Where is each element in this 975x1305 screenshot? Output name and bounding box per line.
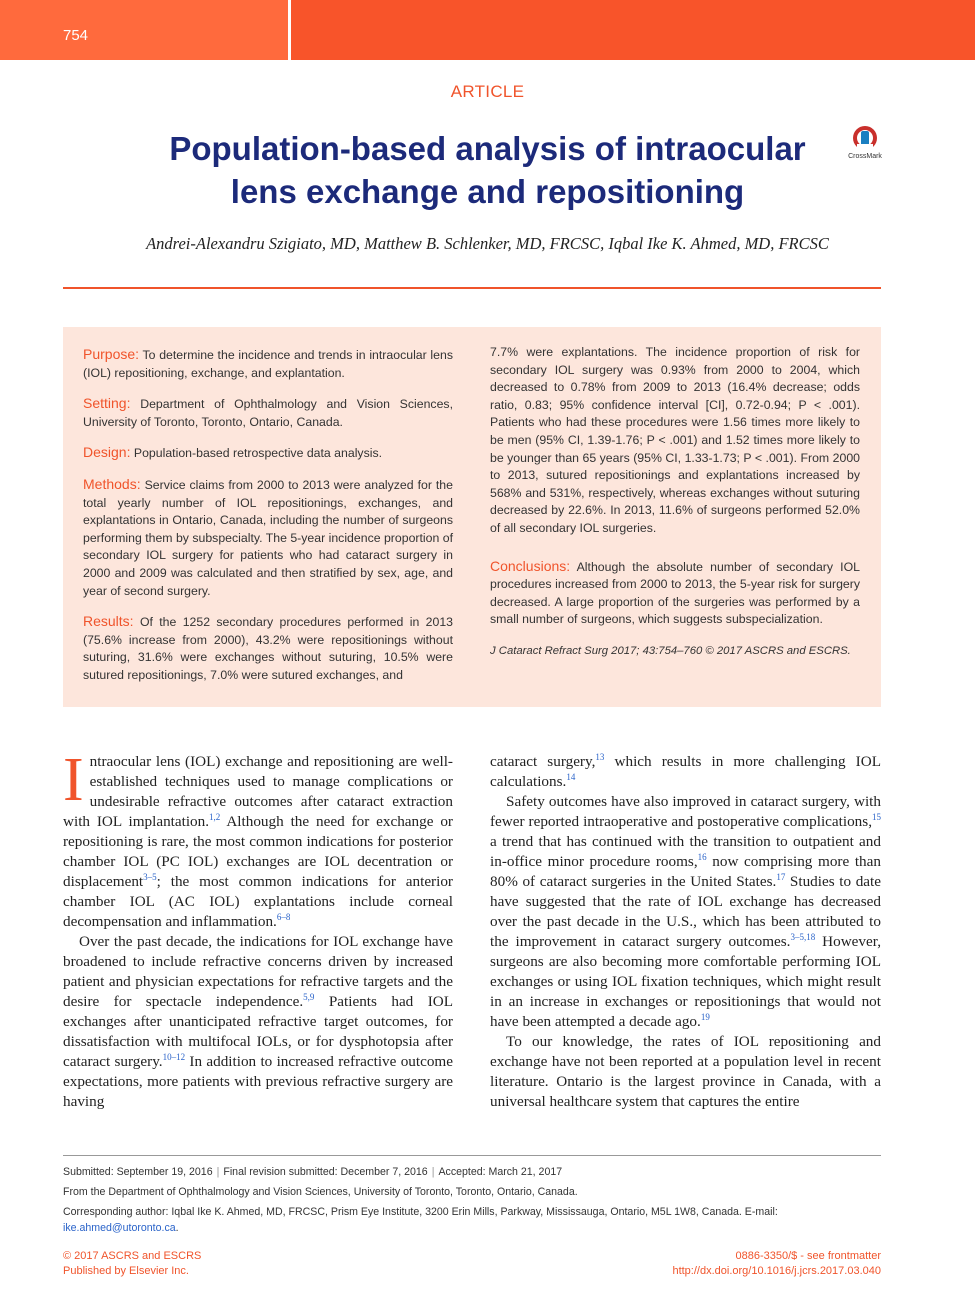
conclusions-heading: Conclusions: (490, 557, 571, 574)
citation-link[interactable]: 5,9 (303, 991, 315, 1002)
citation-link[interactable]: 10–12 (162, 1051, 186, 1062)
results-heading: Results: (83, 613, 134, 630)
publisher-text: Published by Elsevier Inc. (63, 1265, 189, 1277)
body-paragraph-2 (63, 932, 453, 1112)
citation-link[interactable]: 13 (595, 751, 605, 762)
body-text: Safety outcomes have also improved in cataract surgery, with fewer reported intraoperative and postoperative complications, (490, 793, 881, 830)
section-label: ARTICLE (450, 82, 525, 101)
body-text: a trend that has continued with the transition to outpatient and in-office minor procedure rooms, (490, 833, 881, 870)
doi-link[interactable]: http://dx.doi.org/10.1016/j.jcrs.2017.03.040 (672, 1265, 881, 1277)
header-bar (0, 0, 975, 60)
drop-cap: I (63, 746, 84, 814)
citation-link[interactable]: 3–5 (143, 871, 157, 882)
citation-link[interactable]: 3–5,18 (790, 931, 816, 942)
body-text: In addition to increased refractive outcome expectations, more patients with previous refractive surgery are having (63, 1053, 453, 1110)
abstract-methods (83, 476, 453, 600)
body-text: Although the need for exchange or repositioning is rare, the most common indications for posterior chamber IOL (PC IOL) exchanges are IOL decentration or displacement (63, 813, 453, 890)
body-text: Studies to date have suggested that the rate of IOL exchange has decreased over the past decade in the U.S., which has been attributed to the improvement in cataract surgery outcomes. (490, 873, 881, 950)
correspondence-text: Corresponding author: Iqbal Ike K. Ahmed, MD, FRCSC, Prism Eye Institute, 3200 Erin Mills, Parkway, Mississauga, Ontario, M5L 1W8, Canada. E-mail: (63, 1206, 778, 1218)
setting-text: Department of Ophthalmology and Vision Sciences, University of Toronto, Toronto, Ontario, Canada. (83, 397, 453, 429)
header-bar-left (0, 0, 288, 60)
results-text-part2: 7.7% were explantations. The incidence proportion of risk for secondary IOL surgery was 0.93% from 2000 to 2004, which decreased to 0.78% from 2009 to 2013 (16.4% decrease; odds ratio, 0.83; 95% confidence interval [CI], 0.72-0.94; P < .001). Patients who had these procedures were 1.56 times more likely to be men (95% CI, 1.39-1.76; P < .001) and 1.52 times more likely to be younger than 65 years (95% CI, 1.33-1.73; P < .001). From 2000 to 2013, sutured repositionings and explantations increased by 568% and 531%, respectively, whereas exchanges without suturing decreased by 22.6%. In 2013, 11.6% of surgeons performed 52.0% of all secondary IOL surgeries. (490, 345, 860, 535)
issn-text: 0886-3350/$ - see frontmatter (735, 1250, 881, 1262)
abstract-results (83, 613, 453, 684)
body-paragraph-3 (490, 752, 881, 792)
abstract-setting (83, 395, 453, 431)
design-heading: Design: (83, 444, 131, 461)
email-link[interactable]: ike.ahmed@utoronto.ca (63, 1222, 176, 1234)
body-text: Over the past decade, the indications for IOL exchange have broadened to include refractive concerns driven by increased patient and physician expectations for refractive targets and the desire for spectacle independence. (63, 933, 453, 1010)
results-text-part1: Of the 1252 secondary procedures performed in 2013 (75.6% increase from 2000), 43.2% were repositionings without suturing, 31.6% were exchanges without suturing, 10.5% were sutured repositionings, 7.0% were sutured exchanges, and (83, 615, 454, 682)
abstract-box (63, 327, 881, 707)
conclusions-text: Although the absolute number of secondary IOL procedures increased from 2000 to 2013, the 5-year risk for surgery decreased. A large proportion of the surgeries was performed by a small number of surgeons, which suggests subspecialization. (490, 559, 860, 627)
correspondence-end: . (175, 1222, 179, 1234)
purpose-heading: Purpose: (83, 346, 140, 362)
abstract-purpose (83, 346, 453, 382)
copyright-block (63, 1249, 201, 1279)
body-paragraph-1 (63, 746, 453, 932)
body-paragraph-5: To our knowledge, the rates of IOL repositioning and exchange have not been reported at a population level in recent literature. Ontario is the largest province in Canada, with a universal healthcare system that captures the entire (490, 1033, 881, 1110)
copyright-text: © 2017 ASCRS and ESCRS (63, 1250, 202, 1262)
issn-block (672, 1249, 881, 1279)
citation-link[interactable]: 1,2 (209, 811, 221, 822)
abstract-right-column (490, 344, 860, 661)
page-number: 754 (63, 27, 89, 44)
setting-heading: Setting: (83, 395, 131, 412)
body-text: ; the most common indications for anterior chamber IOL (AC IOL) explantations include corneal decompensation and inflammation. (63, 873, 453, 930)
accepted-date: Accepted: March 21, 2017 (438, 1166, 563, 1178)
footnote-divider (63, 1155, 881, 1156)
footnotes (63, 1164, 881, 1240)
methods-heading: Methods: (83, 475, 141, 492)
body-text: ntraocular lens (IOL) exchange and repositioning are well-established techniques used to manage complications or undesirable refractive outcomes after cataract extraction with IOL implantation. (63, 753, 453, 830)
article-title (100, 127, 875, 213)
title-divider (63, 287, 881, 289)
design-text: Population-based retrospective data analysis. (133, 446, 383, 461)
author-list: Andrei-Alexandru Szigiato, MD, Matthew B. Schlenker, MD, FRCSC, Iqbal Ike K. Ahmed, MD, FRCSC (146, 234, 829, 253)
body-text: However, surgeons are also becoming more comfortable performing IOL exchanges or using IOL fixation techniques, which might result in an increase in exchanges or repositionings that would not have been attempted a decade ago. (490, 933, 881, 1030)
methods-text: Service claims from 2000 to 2013 were analyzed for the total yearly number of IOL repositionings, exchanges, and explantations in Ontario, Canada, including the number of surgeons performing them by subspecialty. The 5-year incidence proportion of secondary IOL surgery for patients who had cataract surgery in 2000 and 2009 was calculated and then stratified by sex, age, and year of second surgery. (83, 477, 454, 598)
crossmark-label: CrossMark (848, 153, 882, 160)
purpose-text: To determine the incidence and trends in intraocular lens (IOL) repositioning, exchange, and explantation. (83, 348, 453, 380)
body-right-column (490, 752, 881, 1112)
citation-link[interactable]: 14 (566, 771, 576, 782)
submission-dates: Submitted: September 19, 2016 | Final revision submitted: December 7, 2016 | Accepted: March 21, 2017 (63, 1166, 563, 1178)
citation-link[interactable]: 17 (776, 871, 786, 882)
body-left-column (63, 746, 454, 1112)
body-text: which results in more challenging IOL calculations. (490, 753, 881, 790)
abstract-conclusions (490, 558, 860, 629)
journal-citation: J Cataract Refract Surg 2017; 43:754–760 © 2017 ASCRS and ESCRS. (490, 644, 851, 657)
correspondence-note (63, 1204, 881, 1236)
revised-date: Final revision submitted: December 7, 2016 (223, 1166, 428, 1178)
header-bar-right (291, 0, 975, 60)
body-text: Patients had IOL exchanges after unanticipated refractive target outcomes, for dissatisfaction with multifocal IOLs, or for dysphotopsia after cataract surgery. (63, 993, 454, 1070)
body-paragraph-4 (490, 792, 881, 1032)
affiliation-note: From the Department of Ophthalmology and Vision Sciences, University of Toronto, Toronto, Ontario, Canada. (63, 1186, 578, 1198)
citation-link[interactable]: 19 (700, 1011, 710, 1022)
body-text: now comprising more than 80% of cataract surgeries in the United States. (490, 853, 881, 890)
title-line-1: Population-based analysis of intraocular (169, 130, 806, 167)
citation-link[interactable]: 6–8 (276, 911, 291, 922)
body-text: cataract surgery, (490, 753, 596, 770)
citation-link[interactable]: 16 (697, 851, 707, 862)
abstract-design (83, 444, 453, 463)
submitted-date: Submitted: September 19, 2016 (63, 1166, 213, 1178)
title-line-2: lens exchange and repositioning (230, 173, 745, 210)
abstract-left-column (83, 346, 453, 698)
citation-link[interactable]: 15 (872, 811, 881, 822)
